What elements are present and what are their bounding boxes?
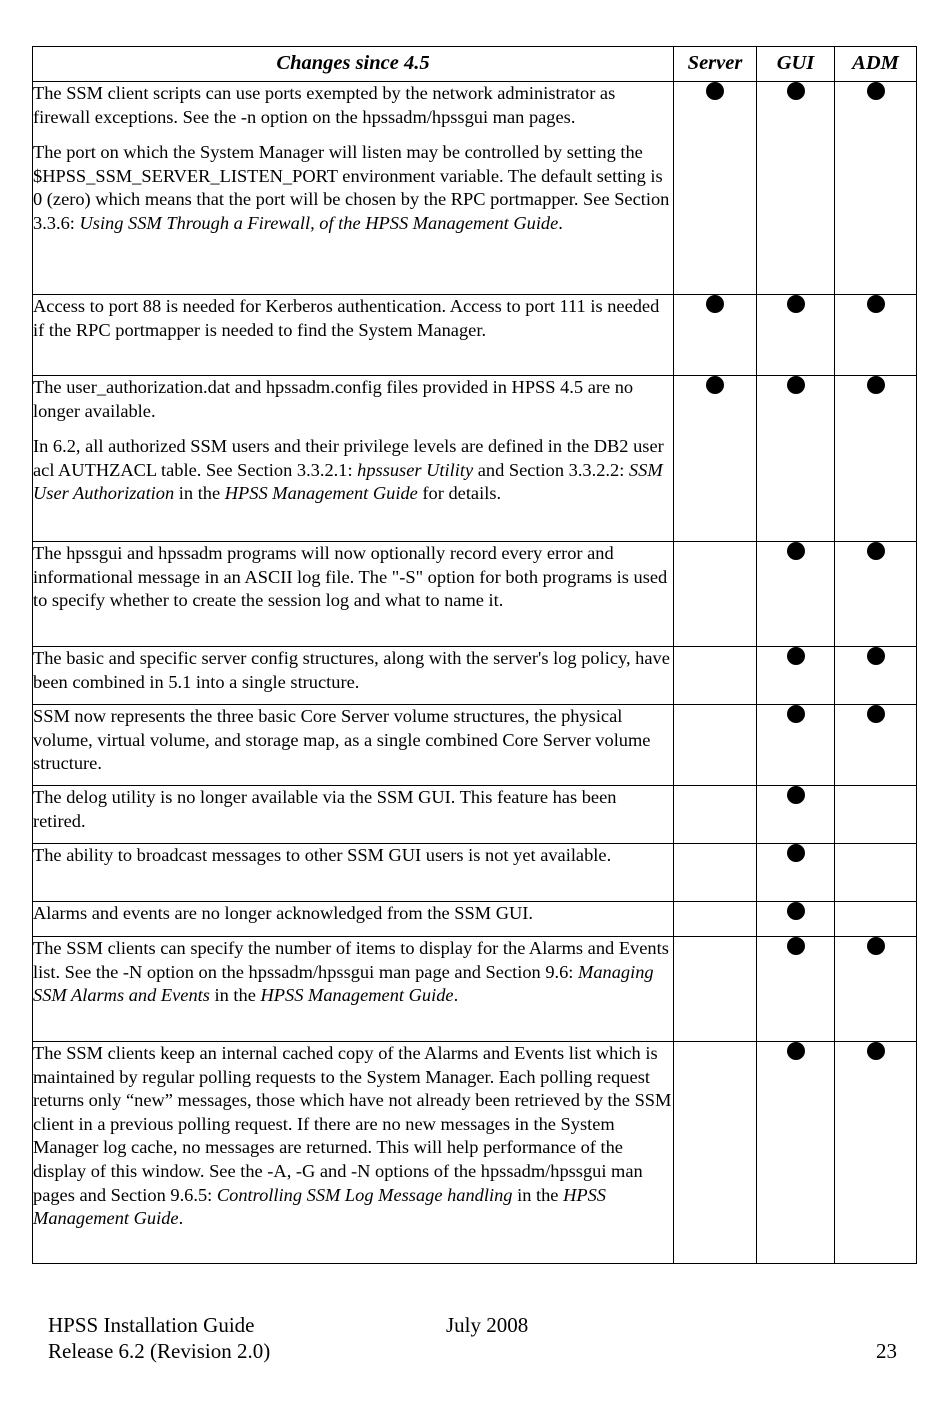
gui-bullet-icon — [787, 647, 805, 665]
gui-bullet-icon — [787, 844, 805, 862]
header-server: Server — [674, 47, 757, 82]
gui-bullet-icon — [787, 542, 805, 560]
adm-cell — [835, 295, 917, 376]
description-paragraph — [33, 1042, 673, 1231]
table-row — [33, 647, 917, 705]
text-run: The delog utility is no longer available via the SSM GUI. This feature has been retired. — [33, 787, 617, 831]
gui-bullet-icon — [787, 82, 805, 100]
changes-table — [32, 46, 917, 1264]
adm-bullet-icon — [867, 542, 885, 560]
reference-title: HPSS Management Guide — [224, 483, 418, 504]
gui-bullet-icon — [787, 376, 805, 394]
description-paragraph — [33, 786, 673, 833]
server-cell — [674, 647, 757, 705]
adm-cell — [835, 542, 917, 647]
change-description — [33, 937, 674, 1042]
gui-cell — [757, 902, 835, 937]
reference-title: Controlling SSM Log Message handling — [216, 1184, 513, 1205]
header-changes: Changes since 4.5 — [33, 47, 674, 82]
gui-cell — [757, 542, 835, 647]
text-run: Alarms and events are no longer acknowledged from the SSM GUI. — [33, 903, 533, 923]
server-cell — [674, 542, 757, 647]
text-run: in the — [512, 1184, 564, 1205]
change-description — [33, 542, 674, 647]
table-row — [33, 82, 917, 295]
description-paragraph — [33, 82, 673, 129]
adm-cell — [835, 705, 917, 786]
server-bullet-icon — [706, 82, 724, 100]
change-description — [33, 1042, 674, 1264]
description-paragraph — [33, 141, 673, 235]
table-body — [33, 82, 917, 1264]
adm-cell — [835, 844, 917, 902]
change-description — [33, 844, 674, 902]
change-description — [33, 786, 674, 844]
description-paragraph — [33, 295, 673, 342]
text-run: in the — [174, 483, 225, 504]
adm-bullet-icon — [867, 647, 885, 665]
change-description — [33, 295, 674, 376]
gui-bullet-icon — [787, 705, 805, 723]
description-paragraph — [33, 937, 673, 1008]
table-row — [33, 937, 917, 1042]
server-cell — [674, 1042, 757, 1264]
table-row — [33, 295, 917, 376]
server-cell — [674, 376, 757, 542]
reference-title: HPSS Management Guide — [260, 985, 454, 1006]
table-row — [33, 542, 917, 647]
text-run: in the — [209, 985, 261, 1006]
table-row — [33, 786, 917, 844]
adm-bullet-icon — [867, 376, 885, 394]
reference-title: hpssuser Utility — [357, 459, 474, 480]
gui-cell — [757, 1042, 835, 1264]
reference-title: HPSS Management Guide — [33, 1184, 606, 1229]
table-row — [33, 844, 917, 902]
adm-cell — [835, 376, 917, 542]
adm-bullet-icon — [867, 82, 885, 100]
server-cell — [674, 82, 757, 295]
gui-bullet-icon — [787, 786, 805, 804]
text-run: The hpssgui and hpssadm programs will now optionally record every error and informational message in an ASCII log file. The "-S" option for both programs is used to specify whether to create the session log and what to name it. — [33, 543, 668, 611]
adm-bullet-icon — [867, 295, 885, 313]
adm-cell — [835, 82, 917, 295]
table-row — [33, 376, 917, 542]
text-run: and Section 3.3.2.2: — [473, 459, 629, 480]
description-paragraph — [33, 542, 673, 613]
description-paragraph — [33, 435, 673, 506]
text-run: . — [558, 212, 563, 233]
gui-cell — [757, 376, 835, 542]
reference-title: Managing SSM Alarms and Events — [33, 961, 654, 1006]
server-cell — [674, 844, 757, 902]
description-paragraph — [33, 902, 673, 926]
text-run: In 6.2, all authorized SSM users and their privilege levels are defined in the DB2 user acl AUTHZACL table. See Section 3.3.2.1: — [33, 436, 664, 480]
gui-cell — [757, 82, 835, 295]
adm-cell — [835, 902, 917, 937]
gui-bullet-icon — [787, 902, 805, 920]
text-run: The ability to broadcast messages to other SSM GUI users is not yet available. — [33, 845, 612, 865]
table-row — [33, 1042, 917, 1264]
description-paragraph — [33, 844, 673, 868]
gui-cell — [757, 844, 835, 902]
text-run: The port on which the System Manager will listen may be controlled by setting the $HPSS_SSM_SERVER_LISTEN_PORT environment variable. The default setting is 0 (zero) which means that the port will be chosen by the RPC portmapper. See Section 3.3.6: — [33, 142, 670, 233]
adm-cell — [835, 647, 917, 705]
footer-date: July 2008 — [446, 1313, 529, 1337]
header-adm: ADM — [835, 47, 917, 82]
change-description — [33, 376, 674, 542]
gui-cell — [757, 937, 835, 1042]
change-description — [33, 647, 674, 705]
gui-cell — [757, 647, 835, 705]
text-run: The user_authorization.dat and hpssadm.config files provided in HPSS 4.5 are no longer available. — [33, 377, 634, 421]
text-run: The SSM clients keep an internal cached copy of the Alarms and Events list which is maintained by regular polling requests to the System Manager. Each polling request returns only “new” messages, those which have not already been retrieved by the SSM client in a previous polling request. If there are no new messages in the System Manager log cache, no messages are returned. This will help performance of the display of this window. See the -A, -G and -N options of the hpssadm/hpssgui man pages and Section 9.6.5: — [33, 1043, 672, 1205]
gui-cell — [757, 786, 835, 844]
text-run: The SSM clients can specify the number of items to display for the Alarms and Events list. See the -N option on the hpssadm/hpssgui man page and Section 9.6: — [33, 938, 669, 982]
reference-title: SSM User Authorization — [33, 459, 663, 504]
adm-cell — [835, 937, 917, 1042]
gui-cell — [757, 295, 835, 376]
text-run: Access to port 88 is needed for Kerberos authentication. Access to port 111 is needed if the RPC portmapper is needed to find the System Manager. — [33, 296, 660, 340]
server-cell — [674, 937, 757, 1042]
table-row — [33, 705, 917, 786]
description-paragraph — [33, 705, 673, 776]
table-header-row — [33, 47, 917, 82]
gui-bullet-icon — [787, 937, 805, 955]
server-cell — [674, 786, 757, 844]
text-run: The SSM client scripts can use ports exempted by the network administrator as firewall exceptions. See the -n option on the hpssadm/hpssgui man pages. — [33, 83, 616, 127]
text-run: for details. — [417, 483, 502, 504]
description-paragraph — [33, 376, 673, 423]
server-cell — [674, 902, 757, 937]
server-cell — [674, 705, 757, 786]
change-description — [33, 902, 674, 937]
footer-left — [48, 1312, 270, 1364]
reference-title: Using SSM Through a Firewall, of the HPSS Management Guide — [79, 212, 559, 233]
adm-cell — [835, 786, 917, 844]
text-run: . — [178, 1208, 184, 1229]
text-run: . — [453, 985, 459, 1006]
text-run: The basic and specific server config structures, along with the server's log policy, have been combined in 5.1 into a single structure. — [33, 648, 670, 692]
table-row — [33, 902, 917, 937]
server-bullet-icon — [706, 376, 724, 394]
header-gui: GUI — [757, 47, 835, 82]
page-number: 23 — [876, 1339, 897, 1363]
description-paragraph — [33, 647, 673, 694]
text-run: SSM now represents the three basic Core Server volume structures, the physical volume, virtual volume, and storage map, as a single combined Core Server volume structure. — [33, 706, 651, 774]
change-description — [33, 705, 674, 786]
adm-bullet-icon — [867, 1042, 885, 1060]
server-bullet-icon — [706, 295, 724, 313]
adm-bullet-icon — [867, 937, 885, 955]
footer-doc-title: HPSS Installation Guide — [48, 1313, 255, 1337]
gui-bullet-icon — [787, 1042, 805, 1060]
change-description — [33, 82, 674, 295]
server-cell — [674, 295, 757, 376]
adm-bullet-icon — [867, 705, 885, 723]
footer-release: Release 6.2 (Revision 2.0) — [48, 1339, 271, 1363]
gui-cell — [757, 705, 835, 786]
gui-bullet-icon — [787, 295, 805, 313]
adm-cell — [835, 1042, 917, 1264]
